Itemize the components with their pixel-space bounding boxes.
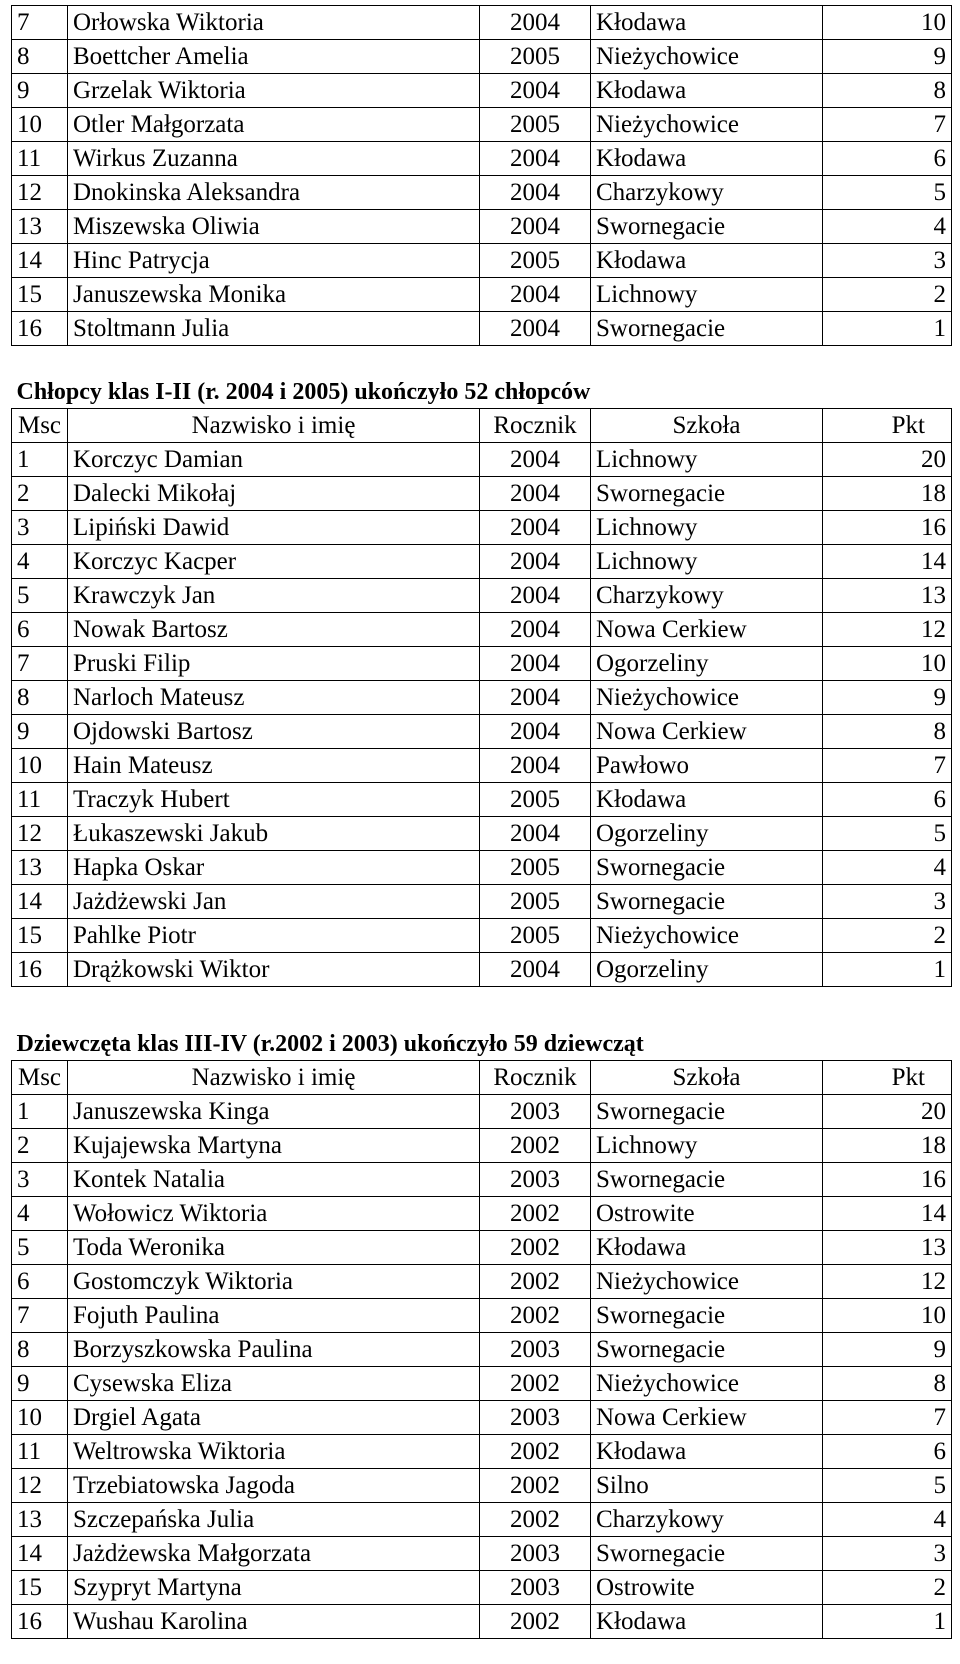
table-row bbox=[12, 1435, 952, 1469]
cell-year: 2002 bbox=[480, 1469, 591, 1503]
cell-school: Lichnowy bbox=[591, 278, 823, 312]
cell-name: Pruski Filip bbox=[68, 647, 480, 681]
cell-year: 2004 bbox=[480, 817, 591, 851]
cell-name: Fojuth Paulina bbox=[68, 1299, 480, 1333]
cell-pkt: 10 bbox=[823, 6, 952, 40]
cell-pkt: 3 bbox=[823, 1537, 952, 1571]
cell-name: Szczepańska Julia bbox=[68, 1503, 480, 1537]
cell-year: 2004 bbox=[480, 953, 591, 987]
table-row bbox=[12, 681, 952, 715]
cell-msc: 13 bbox=[12, 1503, 68, 1537]
cell-school: Ostrowite bbox=[591, 1197, 823, 1231]
girls-3-4-results-table bbox=[11, 1027, 952, 1639]
table-row bbox=[12, 1163, 952, 1197]
cell-msc: 2 bbox=[12, 1129, 68, 1163]
cell-year: 2004 bbox=[480, 511, 591, 545]
cell-school: Lichnowy bbox=[591, 1129, 823, 1163]
cell-pkt: 18 bbox=[823, 477, 952, 511]
cell-pkt: 1 bbox=[823, 1605, 952, 1639]
cell-school: Nowa Cerkiew bbox=[591, 1401, 823, 1435]
cell-msc: 5 bbox=[12, 1231, 68, 1265]
cell-school: Swornegacie bbox=[591, 477, 823, 511]
cell-name: Miszewska Oliwia bbox=[68, 210, 480, 244]
cell-pkt: 8 bbox=[823, 715, 952, 749]
cell-msc: 12 bbox=[12, 1469, 68, 1503]
cell-school: Kłodawa bbox=[591, 142, 823, 176]
cell-year: 2004 bbox=[480, 613, 591, 647]
cell-pkt: 9 bbox=[823, 681, 952, 715]
cell-msc: 2 bbox=[12, 477, 68, 511]
cell-school: Swornegacie bbox=[591, 1537, 823, 1571]
cell-year: 2002 bbox=[480, 1197, 591, 1231]
cell-school: Lichnowy bbox=[591, 511, 823, 545]
cell-msc: 10 bbox=[12, 1401, 68, 1435]
cell-school: Nieżychowice bbox=[591, 1367, 823, 1401]
cell-name: Borzyszkowska Paulina bbox=[68, 1333, 480, 1367]
header-msc: Msc bbox=[12, 409, 68, 443]
cell-school: Charzykowy bbox=[591, 1503, 823, 1537]
cell-school: Silno bbox=[591, 1469, 823, 1503]
cell-school: Nieżychowice bbox=[591, 40, 823, 74]
table-header-row bbox=[12, 409, 952, 443]
cell-msc: 15 bbox=[12, 919, 68, 953]
cell-pkt: 16 bbox=[823, 511, 952, 545]
cell-year: 2003 bbox=[480, 1163, 591, 1197]
table-row bbox=[12, 647, 952, 681]
header-msc: Msc bbox=[12, 1061, 68, 1095]
cell-msc: 16 bbox=[12, 312, 68, 346]
cell-msc: 16 bbox=[12, 1605, 68, 1639]
table-row bbox=[12, 1503, 952, 1537]
cell-name: Wirkus Zuzanna bbox=[68, 142, 480, 176]
table-row bbox=[12, 477, 952, 511]
cell-pkt: 6 bbox=[823, 783, 952, 817]
cell-msc: 1 bbox=[12, 1095, 68, 1129]
cell-pkt: 6 bbox=[823, 1435, 952, 1469]
cell-pkt: 3 bbox=[823, 885, 952, 919]
cell-school: Nowa Cerkiew bbox=[591, 715, 823, 749]
cell-msc: 12 bbox=[12, 817, 68, 851]
cell-year: 2004 bbox=[480, 278, 591, 312]
cell-pkt: 1 bbox=[823, 953, 952, 987]
cell-year: 2002 bbox=[480, 1299, 591, 1333]
cell-year: 2004 bbox=[480, 142, 591, 176]
cell-year: 2005 bbox=[480, 885, 591, 919]
cell-school: Swornegacie bbox=[591, 312, 823, 346]
table-row bbox=[12, 312, 952, 346]
cell-name: Orłowska Wiktoria bbox=[68, 6, 480, 40]
header-school: Szkoła bbox=[591, 1061, 823, 1095]
cell-year: 2002 bbox=[480, 1129, 591, 1163]
cell-pkt: 8 bbox=[823, 74, 952, 108]
cell-msc: 14 bbox=[12, 244, 68, 278]
cell-name: Hain Mateusz bbox=[68, 749, 480, 783]
cell-msc: 13 bbox=[12, 210, 68, 244]
cell-msc: 15 bbox=[12, 1571, 68, 1605]
cell-name: Wushau Karolina bbox=[68, 1605, 480, 1639]
cell-school: Ogorzeliny bbox=[591, 647, 823, 681]
cell-name: Ojdowski Bartosz bbox=[68, 715, 480, 749]
cell-name: Korczyc Damian bbox=[68, 443, 480, 477]
section-title: Dziewczęta klas III-IV (r.2002 i 2003) ukończyło 59 dziewcząt bbox=[12, 1027, 952, 1061]
cell-school: Kłodawa bbox=[591, 6, 823, 40]
header-year: Rocznik bbox=[480, 409, 591, 443]
cell-year: 2004 bbox=[480, 545, 591, 579]
cell-year: 2003 bbox=[480, 1571, 591, 1605]
cell-pkt: 13 bbox=[823, 1231, 952, 1265]
cell-school: Kłodawa bbox=[591, 244, 823, 278]
cell-pkt: 5 bbox=[823, 176, 952, 210]
cell-name: Dnokinska Aleksandra bbox=[68, 176, 480, 210]
cell-name: Korczyc Kacper bbox=[68, 545, 480, 579]
cell-pkt: 5 bbox=[823, 817, 952, 851]
cell-school: Lichnowy bbox=[591, 545, 823, 579]
cell-pkt: 4 bbox=[823, 210, 952, 244]
cell-pkt: 4 bbox=[823, 851, 952, 885]
table-row bbox=[12, 919, 952, 953]
cell-pkt: 8 bbox=[823, 1367, 952, 1401]
cell-year: 2004 bbox=[480, 477, 591, 511]
cell-school: Ogorzeliny bbox=[591, 953, 823, 987]
cell-pkt: 20 bbox=[823, 443, 952, 477]
cell-year: 2004 bbox=[480, 6, 591, 40]
cell-pkt: 3 bbox=[823, 244, 952, 278]
table-row bbox=[12, 6, 952, 40]
cell-pkt: 10 bbox=[823, 647, 952, 681]
girls-1-2-results-continued bbox=[11, 5, 952, 346]
header-school: Szkoła bbox=[591, 409, 823, 443]
cell-school: Ostrowite bbox=[591, 1571, 823, 1605]
cell-msc: 7 bbox=[12, 1299, 68, 1333]
cell-pkt: 9 bbox=[823, 40, 952, 74]
cell-year: 2004 bbox=[480, 312, 591, 346]
table-row bbox=[12, 1367, 952, 1401]
cell-name: Hapka Oskar bbox=[68, 851, 480, 885]
header-pkt: Pkt bbox=[823, 1061, 952, 1095]
cell-msc: 10 bbox=[12, 108, 68, 142]
table-row bbox=[12, 851, 952, 885]
cell-name: Boettcher Amelia bbox=[68, 40, 480, 74]
cell-msc: 13 bbox=[12, 851, 68, 885]
cell-name: Gostomczyk Wiktoria bbox=[68, 1265, 480, 1299]
cell-msc: 16 bbox=[12, 953, 68, 987]
cell-year: 2002 bbox=[480, 1503, 591, 1537]
table-row bbox=[12, 1095, 952, 1129]
cell-school: Nieżychowice bbox=[591, 919, 823, 953]
cell-msc: 5 bbox=[12, 579, 68, 613]
cell-pkt: 14 bbox=[823, 545, 952, 579]
cell-msc: 7 bbox=[12, 647, 68, 681]
cell-pkt: 2 bbox=[823, 278, 952, 312]
cell-name: Weltrowska Wiktoria bbox=[68, 1435, 480, 1469]
cell-msc: 9 bbox=[12, 715, 68, 749]
cell-year: 2004 bbox=[480, 176, 591, 210]
cell-pkt: 1 bbox=[823, 312, 952, 346]
cell-name: Łukaszewski Jakub bbox=[68, 817, 480, 851]
cell-year: 2002 bbox=[480, 1265, 591, 1299]
header-name: Nazwisko i imię bbox=[68, 1061, 480, 1095]
table-row bbox=[12, 244, 952, 278]
table-row bbox=[12, 1571, 952, 1605]
cell-school: Swornegacie bbox=[591, 851, 823, 885]
table-row bbox=[12, 1231, 952, 1265]
cell-school: Swornegacie bbox=[591, 1299, 823, 1333]
cell-msc: 8 bbox=[12, 681, 68, 715]
cell-year: 2005 bbox=[480, 40, 591, 74]
boys-1-2-results-table bbox=[11, 375, 952, 987]
table-row bbox=[12, 210, 952, 244]
cell-school: Kłodawa bbox=[591, 1231, 823, 1265]
cell-name: Trzebiatowska Jagoda bbox=[68, 1469, 480, 1503]
cell-msc: 3 bbox=[12, 511, 68, 545]
cell-msc: 14 bbox=[12, 1537, 68, 1571]
table-row bbox=[12, 176, 952, 210]
header-pkt: Pkt bbox=[823, 409, 952, 443]
cell-year: 2005 bbox=[480, 244, 591, 278]
cell-year: 2002 bbox=[480, 1435, 591, 1469]
header-year: Rocznik bbox=[480, 1061, 591, 1095]
cell-pkt: 5 bbox=[823, 1469, 952, 1503]
cell-name: Lipiński Dawid bbox=[68, 511, 480, 545]
cell-pkt: 10 bbox=[823, 1299, 952, 1333]
cell-name: Wołowicz Wiktoria bbox=[68, 1197, 480, 1231]
cell-name: Grzelak Wiktoria bbox=[68, 74, 480, 108]
cell-pkt: 7 bbox=[823, 108, 952, 142]
table-row bbox=[12, 817, 952, 851]
cell-msc: 8 bbox=[12, 1333, 68, 1367]
cell-name: Jażdżewski Jan bbox=[68, 885, 480, 919]
cell-school: Lichnowy bbox=[591, 443, 823, 477]
cell-pkt: 12 bbox=[823, 1265, 952, 1299]
cell-school: Swornegacie bbox=[591, 1163, 823, 1197]
cell-year: 2004 bbox=[480, 749, 591, 783]
cell-msc: 1 bbox=[12, 443, 68, 477]
table-row bbox=[12, 1333, 952, 1367]
table-row bbox=[12, 1401, 952, 1435]
cell-name: Narloch Mateusz bbox=[68, 681, 480, 715]
table-row bbox=[12, 613, 952, 647]
table-row bbox=[12, 142, 952, 176]
cell-name: Nowak Bartosz bbox=[68, 613, 480, 647]
cell-school: Kłodawa bbox=[591, 1435, 823, 1469]
table-row bbox=[12, 108, 952, 142]
cell-pkt: 6 bbox=[823, 142, 952, 176]
cell-msc: 6 bbox=[12, 1265, 68, 1299]
cell-msc: 12 bbox=[12, 176, 68, 210]
table-row bbox=[12, 715, 952, 749]
table-row bbox=[12, 1197, 952, 1231]
cell-name: Krawczyk Jan bbox=[68, 579, 480, 613]
cell-year: 2005 bbox=[480, 851, 591, 885]
cell-school: Nieżychowice bbox=[591, 108, 823, 142]
cell-name: Toda Weronika bbox=[68, 1231, 480, 1265]
table-header-row bbox=[12, 1061, 952, 1095]
cell-year: 2002 bbox=[480, 1231, 591, 1265]
header-name: Nazwisko i imię bbox=[68, 409, 480, 443]
table-row bbox=[12, 1537, 952, 1571]
cell-msc: 6 bbox=[12, 613, 68, 647]
cell-school: Kłodawa bbox=[591, 1605, 823, 1639]
table-row bbox=[12, 1605, 952, 1639]
cell-year: 2005 bbox=[480, 108, 591, 142]
cell-msc: 11 bbox=[12, 142, 68, 176]
cell-school: Pawłowo bbox=[591, 749, 823, 783]
cell-school: Swornegacie bbox=[591, 1333, 823, 1367]
cell-pkt: 14 bbox=[823, 1197, 952, 1231]
cell-school: Swornegacie bbox=[591, 210, 823, 244]
cell-msc: 11 bbox=[12, 783, 68, 817]
cell-name: Dalecki Mikołaj bbox=[68, 477, 480, 511]
cell-school: Kłodawa bbox=[591, 74, 823, 108]
cell-school: Nowa Cerkiew bbox=[591, 613, 823, 647]
cell-pkt: 18 bbox=[823, 1129, 952, 1163]
cell-msc: 4 bbox=[12, 545, 68, 579]
cell-msc: 15 bbox=[12, 278, 68, 312]
table-row bbox=[12, 278, 952, 312]
cell-pkt: 2 bbox=[823, 919, 952, 953]
cell-name: Traczyk Hubert bbox=[68, 783, 480, 817]
cell-msc: 10 bbox=[12, 749, 68, 783]
cell-school: Charzykowy bbox=[591, 579, 823, 613]
table-row bbox=[12, 40, 952, 74]
cell-year: 2003 bbox=[480, 1537, 591, 1571]
cell-pkt: 2 bbox=[823, 1571, 952, 1605]
cell-name: Januszewska Kinga bbox=[68, 1095, 480, 1129]
cell-name: Januszewska Monika bbox=[68, 278, 480, 312]
section-title-row bbox=[12, 1027, 952, 1061]
cell-year: 2004 bbox=[480, 715, 591, 749]
table-row bbox=[12, 749, 952, 783]
cell-name: Stoltmann Julia bbox=[68, 312, 480, 346]
table-row bbox=[12, 545, 952, 579]
table-row bbox=[12, 1299, 952, 1333]
table-row bbox=[12, 1129, 952, 1163]
cell-school: Nieżychowice bbox=[591, 1265, 823, 1299]
cell-name: Jażdżewska Małgorzata bbox=[68, 1537, 480, 1571]
cell-pkt: 20 bbox=[823, 1095, 952, 1129]
table-row bbox=[12, 579, 952, 613]
table-row bbox=[12, 511, 952, 545]
cell-year: 2004 bbox=[480, 647, 591, 681]
cell-pkt: 13 bbox=[823, 579, 952, 613]
table-row bbox=[12, 443, 952, 477]
cell-year: 2004 bbox=[480, 681, 591, 715]
table-row bbox=[12, 783, 952, 817]
cell-name: Hinc Patrycja bbox=[68, 244, 480, 278]
cell-school: Swornegacie bbox=[591, 885, 823, 919]
cell-school: Swornegacie bbox=[591, 1095, 823, 1129]
cell-msc: 9 bbox=[12, 1367, 68, 1401]
cell-school: Ogorzeliny bbox=[591, 817, 823, 851]
cell-msc: 14 bbox=[12, 885, 68, 919]
cell-msc: 8 bbox=[12, 40, 68, 74]
cell-pkt: 9 bbox=[823, 1333, 952, 1367]
table-row bbox=[12, 1265, 952, 1299]
section-title: Chłopcy klas I-II (r. 2004 i 2005) ukończyło 52 chłopców bbox=[12, 375, 952, 409]
cell-name: Pahlke Piotr bbox=[68, 919, 480, 953]
cell-name: Otler Małgorzata bbox=[68, 108, 480, 142]
cell-pkt: 7 bbox=[823, 749, 952, 783]
cell-year: 2004 bbox=[480, 74, 591, 108]
cell-msc: 11 bbox=[12, 1435, 68, 1469]
cell-name: Kontek Natalia bbox=[68, 1163, 480, 1197]
cell-name: Drążkowski Wiktor bbox=[68, 953, 480, 987]
cell-name: Szypryt Martyna bbox=[68, 1571, 480, 1605]
cell-year: 2004 bbox=[480, 579, 591, 613]
cell-year: 2003 bbox=[480, 1095, 591, 1129]
cell-name: Kujajewska Martyna bbox=[68, 1129, 480, 1163]
cell-school: Charzykowy bbox=[591, 176, 823, 210]
section-title-row bbox=[12, 375, 952, 409]
cell-school: Kłodawa bbox=[591, 783, 823, 817]
cell-year: 2002 bbox=[480, 1605, 591, 1639]
cell-year: 2005 bbox=[480, 783, 591, 817]
cell-year: 2002 bbox=[480, 1367, 591, 1401]
cell-year: 2003 bbox=[480, 1401, 591, 1435]
cell-msc: 7 bbox=[12, 6, 68, 40]
cell-year: 2004 bbox=[480, 210, 591, 244]
table-row bbox=[12, 885, 952, 919]
cell-year: 2004 bbox=[480, 443, 591, 477]
cell-msc: 3 bbox=[12, 1163, 68, 1197]
cell-year: 2003 bbox=[480, 1333, 591, 1367]
cell-year: 2005 bbox=[480, 919, 591, 953]
table-row bbox=[12, 953, 952, 987]
cell-pkt: 12 bbox=[823, 613, 952, 647]
cell-name: Cysewska Eliza bbox=[68, 1367, 480, 1401]
cell-msc: 9 bbox=[12, 74, 68, 108]
cell-pkt: 7 bbox=[823, 1401, 952, 1435]
cell-name: Drgiel Agata bbox=[68, 1401, 480, 1435]
cell-pkt: 4 bbox=[823, 1503, 952, 1537]
table-row bbox=[12, 1469, 952, 1503]
cell-msc: 4 bbox=[12, 1197, 68, 1231]
cell-school: Nieżychowice bbox=[591, 681, 823, 715]
table-row bbox=[12, 74, 952, 108]
cell-pkt: 16 bbox=[823, 1163, 952, 1197]
